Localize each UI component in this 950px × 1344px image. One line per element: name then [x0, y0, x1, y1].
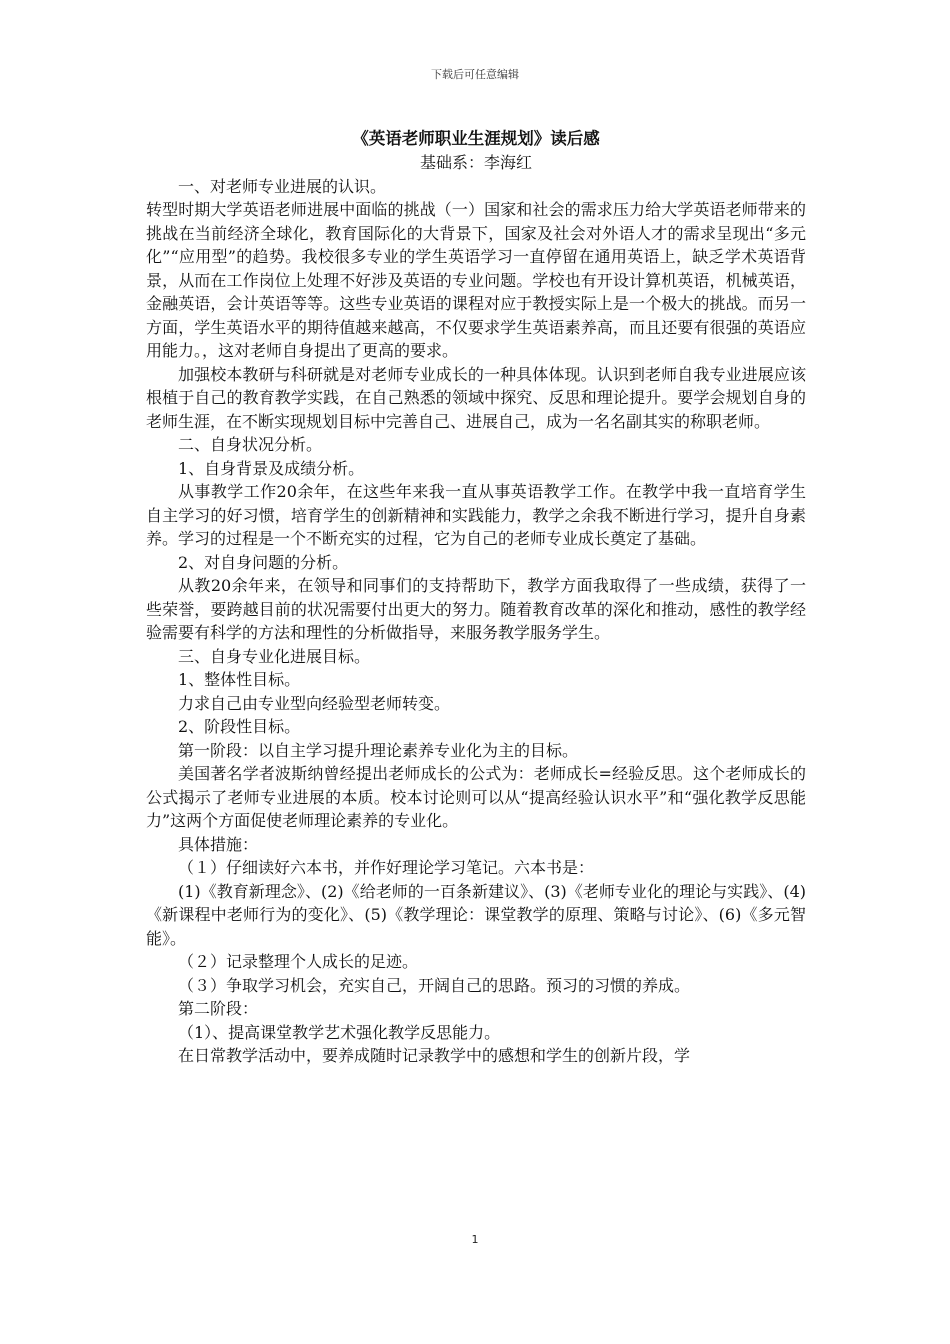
document-title: 《英语老师职业生涯规划》读后感 [352, 129, 600, 148]
paragraph: 从教20余年来，在领导和同事们的支持帮助下，教学方面我取得了一些成绩，获得了一些荣誉，要跨越目前的状况需要付出更大的努力。随着教育改革的深化和推动，感性的教学经验需要有科学的方法和理性的分析做指导，来服务教学服务学生。 [146, 576, 806, 642]
paragraph: （1）、提高课堂教学艺术强化教学反思能力。 [178, 1022, 501, 1042]
paragraph: 2、阶段性目标。 [178, 717, 301, 736]
page-header-note: 下载后可任意编辑 [431, 68, 519, 81]
paragraph: （１）仔细读好六本书，并作好理论学习笔记。六本书是： [178, 858, 595, 877]
paragraph: 转型时期大学英语老师进展中面临的挑战（一）国家和社会的需求压力给大学英语老师带来的挑战在当前经济全球化，教育国际化的大背景下，国家及社会对外语人才的需求呈现出“多元化”“应用型”的趋势。我校很多专业的学生英语学习一直停留在通用英语上，缺乏学术英语背景，从而在工作岗位上处理不好涉及英语的专业问题。学校也有开设计算机英语，机械英语，金融英语，会计英语等等。这些专业英语的课程对应于教授实际上是一个极大的挑战。而另一方面，学生英语水平的期待值越来越高，不仅要求学生英语素养高，而且还要有很强的英语应用能力。，这对老师自身提出了更高的要求。 [146, 200, 806, 360]
paragraph: 从事教学工作20余年，在这些年来我一直从事英语教学工作。在教学中我一直培育学生自主学习的好习惯，培育学生的创新精神和实践能力，教学之余我不断进行学习，提升自身素养。学习的过程是一个不断充实的过程，它为自己的老师专业成长奠定了基础。 [146, 482, 806, 548]
document-body [146, 126, 806, 1068]
paragraph: 具体措施： [178, 834, 259, 854]
paragraph: （２）记录整理个人成长的足迹。 [178, 952, 419, 971]
paragraph: 二、自身状况分析。 [178, 435, 323, 454]
paragraph-list [146, 175, 806, 1068]
paragraph: 力求自己由专业型向经验型老师转变。 [178, 693, 451, 713]
paragraph: 加强校本教研与科研就是对老师专业成长的一种具体体现。认识到老师自我专业进展应该根植于自己的教育教学实践，在自己熟悉的领域中探究、反思和理论提升。要学会规划自身的老师生涯，在不断实现规划目标中完善自己、进展自己，成为一名名副其实的称职老师。 [146, 364, 806, 431]
paragraph: 1、整体性目标。 [178, 670, 301, 689]
paragraph: 第二阶段： [178, 999, 259, 1018]
paragraph: 美国著名学者波斯纳曾经提出老师成长的公式为：老师成长=经验反思。这个老师成长的公式揭示了老师专业进展的本质。校本讨论则可以从“提高经验认识水平”和“强化教学反思能力”这两个方面促使老师理论素养的专业化。 [146, 764, 806, 830]
paragraph: 三、自身专业化进展目标。 [178, 646, 371, 666]
paragraph: 2、对自身问题的分析。 [178, 552, 349, 572]
paragraph: 第一阶段：以自主学习提升理论素养专业化为主的目标。 [178, 740, 579, 760]
paragraph: 一、对老师专业进展的认识。 [178, 176, 387, 196]
paragraph: 1、自身背景及成绩分析。 [178, 458, 365, 478]
paragraph: （３）争取学习机会，充实自己，开阔自己的思路。预习的习惯的养成。 [178, 975, 691, 995]
paragraph: (1)《教育新理念》、(2)《给老师的一百条新建议》、(3)《老师专业化的理论与实践》、(4)《新课程中老师行为的变化》、(5)《教学理论：课堂教学的原理、策略与讨论》、(6)《多元智能》。 [146, 881, 806, 948]
document-author: 基础系：李海红 [419, 153, 532, 172]
paragraph: 在日常教学活动中，要养成随时记录教学中的感想和学生的创新片段，学 [178, 1046, 691, 1065]
page-number: 1 [471, 1233, 479, 1246]
